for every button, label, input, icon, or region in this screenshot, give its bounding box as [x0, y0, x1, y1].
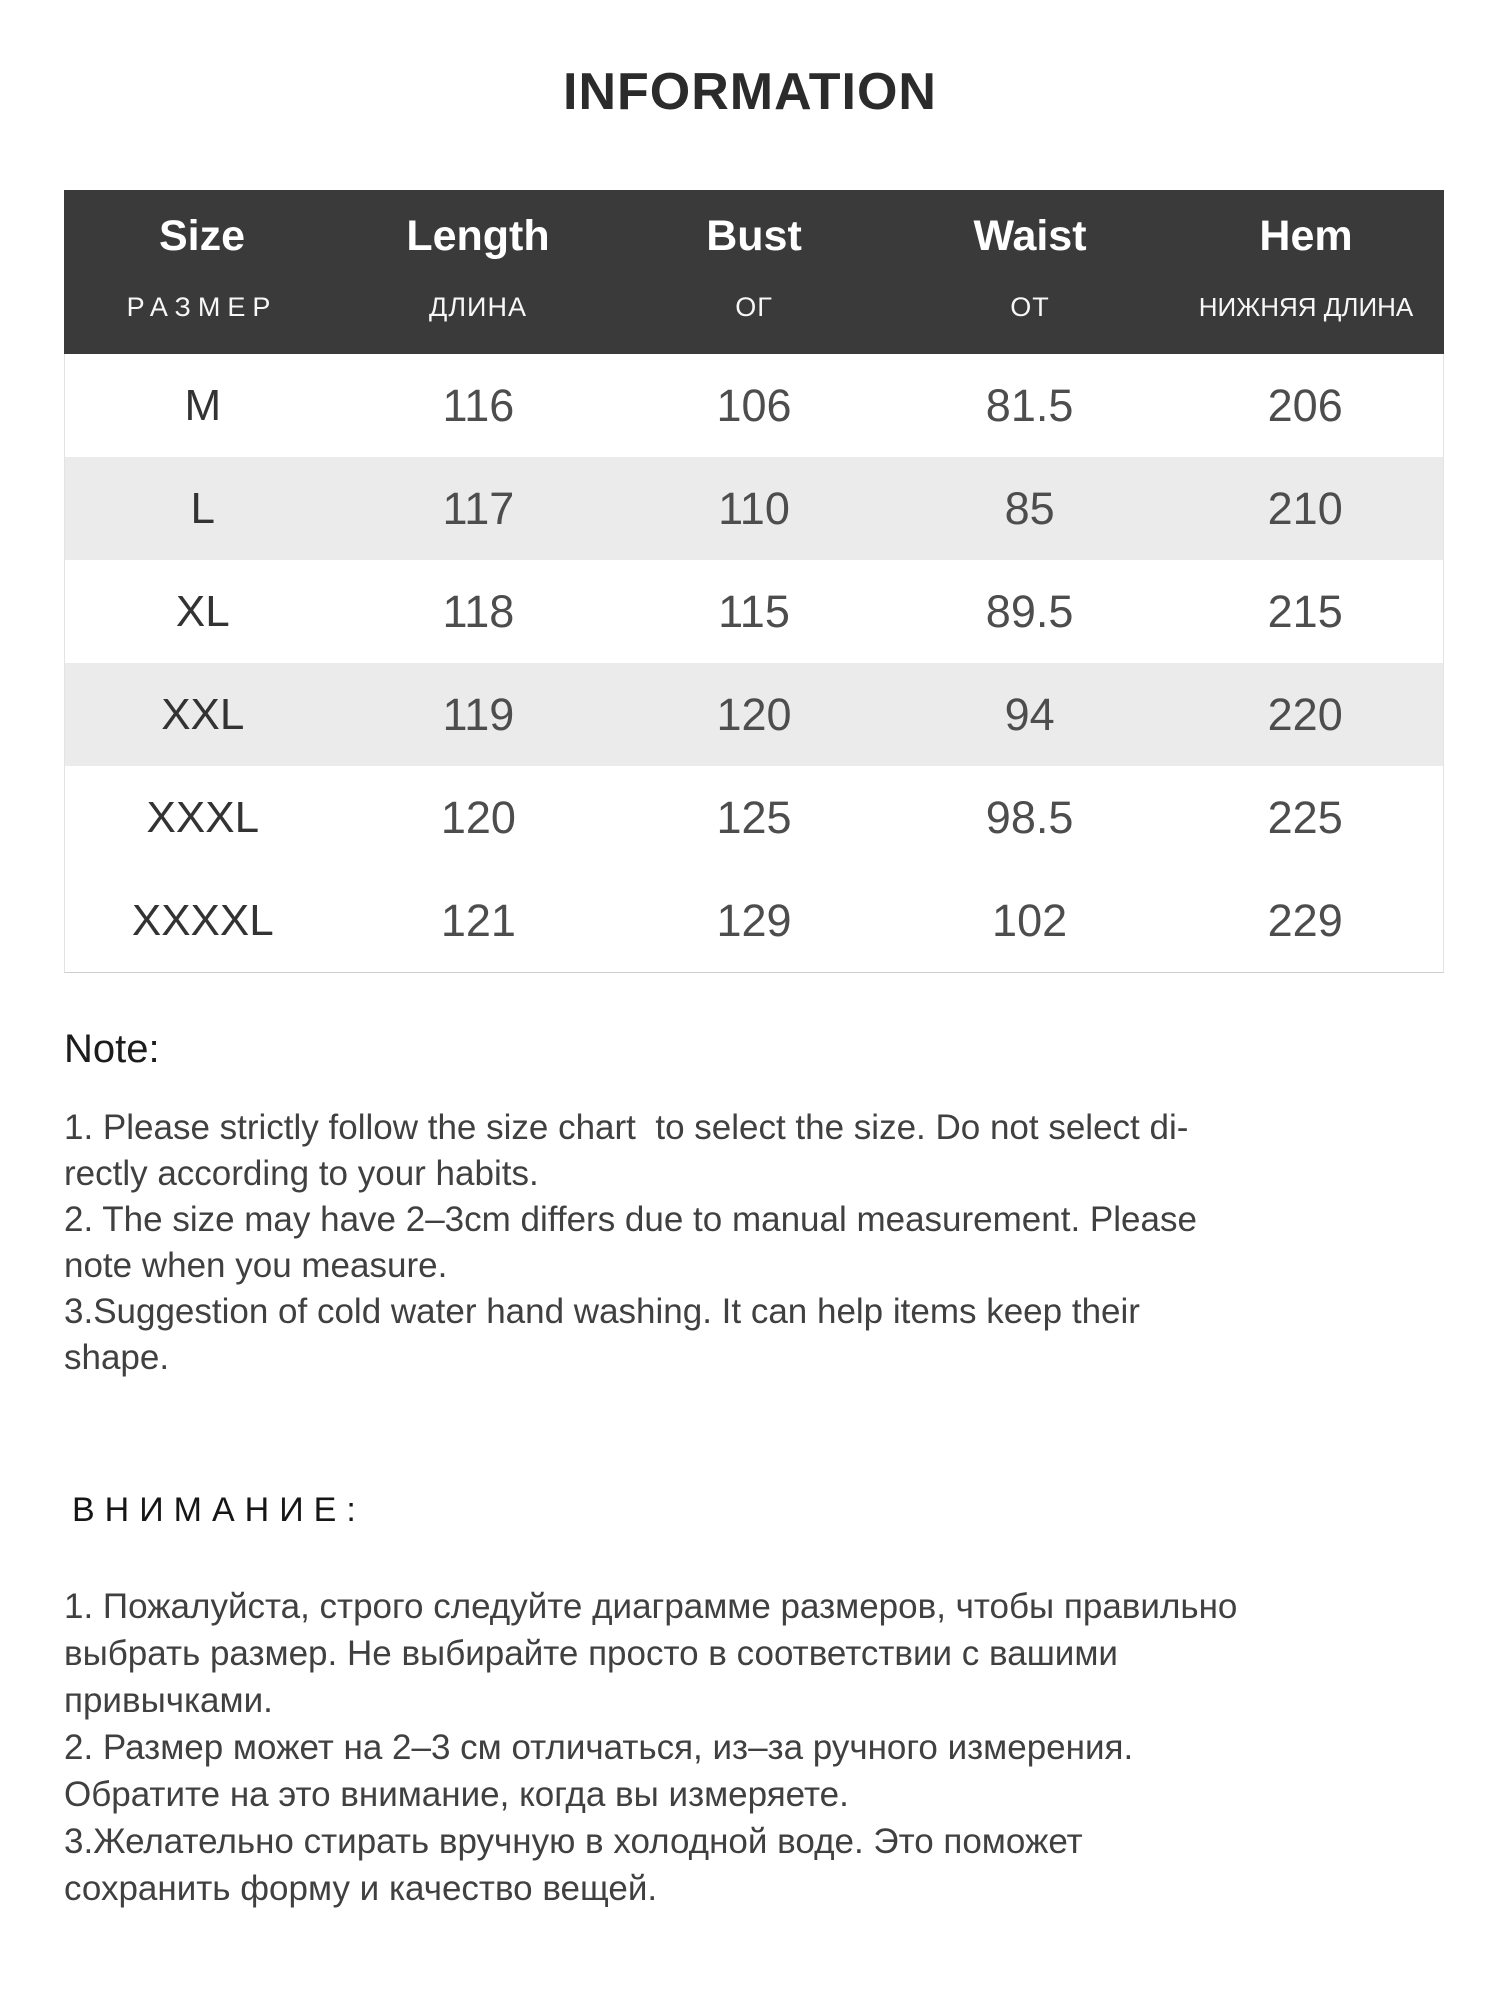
cell-bust: 120	[716, 688, 792, 740]
note-en-line: 1. Please strictly follow the size chart to select the size. Do not select di-	[64, 1108, 1189, 1147]
column-header-waist-en: Waist	[973, 212, 1087, 260]
cell-waist: 81.5	[985, 379, 1074, 431]
cell-hem: 206	[1267, 379, 1343, 431]
cell-bust: 129	[716, 894, 792, 946]
cell-waist: 98.5	[985, 791, 1074, 843]
column-header-hem	[1168, 212, 1444, 322]
column-header-waist-ru: ОТ	[1010, 292, 1050, 322]
note-heading-ru: ВНИМАНИЕ:	[72, 1491, 366, 1529]
cell-bust: 115	[718, 585, 790, 637]
table-body	[65, 354, 1443, 972]
cell-length: 117	[442, 482, 515, 534]
note-ru-line: 2. Размер может на 2–3 см отличаться, из–за ручного измерения.	[64, 1728, 1134, 1767]
page-title: INFORMATION	[563, 63, 937, 121]
note-en-line: rectly according to your habits.	[64, 1154, 539, 1193]
cell-size: XL	[175, 586, 230, 636]
cell-waist: 89.5	[985, 585, 1074, 637]
cell-size: M	[184, 380, 222, 430]
cell-size: L	[190, 483, 216, 533]
column-header-length-ru: ДЛИНА	[429, 292, 527, 322]
cell-waist: 85	[1004, 482, 1055, 534]
cell-hem: 220	[1267, 688, 1343, 740]
note-en-line: note when you measure.	[64, 1246, 448, 1285]
table-header-row	[64, 190, 1444, 354]
cell-size: XXXXL	[131, 895, 274, 945]
table-row-xxl	[65, 663, 1443, 766]
cell-hem: 215	[1267, 585, 1343, 637]
note-ru-line: 3.Желательно стирать вручную в холодной воде. Это поможет	[64, 1822, 1083, 1861]
column-header-hem-ru: НИЖНЯЯ ДЛИНА	[1198, 292, 1414, 322]
column-header-size	[64, 212, 340, 322]
note-en-line: 2. The size may have 2–3cm differs due to manual measurement. Please	[64, 1200, 1197, 1239]
cell-bust: 110	[718, 482, 790, 534]
cell-hem: 210	[1267, 482, 1343, 534]
cell-size: XXL	[161, 689, 245, 739]
cell-bust: 125	[716, 791, 792, 843]
cell-length: 119	[442, 688, 515, 740]
column-header-length	[340, 212, 616, 322]
note-ru-line: сохранить форму и качество вещей.	[64, 1869, 658, 1908]
cell-length: 118	[442, 585, 515, 637]
column-header-bust	[616, 212, 892, 322]
cell-waist: 94	[1004, 688, 1055, 740]
table-row-xxxl	[65, 766, 1443, 869]
note-en-line: shape.	[64, 1338, 170, 1377]
column-header-waist	[892, 212, 1168, 322]
column-header-hem-en: Hem	[1259, 212, 1353, 260]
table-row-m	[65, 354, 1443, 457]
note-heading-en: Note:	[64, 1027, 160, 1071]
cell-hem: 225	[1267, 791, 1343, 843]
column-header-size-en: Size	[158, 212, 246, 260]
column-header-bust-ru: ОГ	[735, 292, 773, 322]
cell-length: 121	[440, 894, 516, 946]
table-row-l	[65, 457, 1443, 560]
size-chart-table	[64, 190, 1444, 973]
note-en-line: 3.Suggestion of cold water hand washing. It can help items keep their	[64, 1292, 1140, 1331]
cell-length: 116	[442, 379, 515, 431]
cell-bust: 106	[716, 379, 792, 431]
column-header-bust-en: Bust	[706, 212, 802, 260]
note-ru-line: выбрать размер. Не выбирайте просто в соответствии с вашими	[64, 1634, 1118, 1673]
table-row-xxxxl	[65, 869, 1443, 972]
note-list-ru	[64, 1583, 1440, 1912]
cell-waist: 102	[992, 894, 1068, 946]
cell-size: XXXL	[146, 792, 260, 842]
table-row-xl	[65, 560, 1443, 663]
column-header-length-en: Length	[406, 212, 550, 260]
column-header-size-ru: РАЗМЕР	[126, 292, 278, 322]
cell-length: 120	[440, 791, 516, 843]
note-list-en	[64, 1105, 1440, 1381]
note-ru-line: привычками.	[64, 1681, 273, 1720]
note-ru-line: 1. Пожалуйста, строго следуйте диаграмме размеров, чтобы правильно	[64, 1587, 1238, 1626]
cell-hem: 229	[1267, 894, 1343, 946]
note-ru-line: Обратите на это внимание, когда вы измеряете.	[64, 1775, 849, 1814]
